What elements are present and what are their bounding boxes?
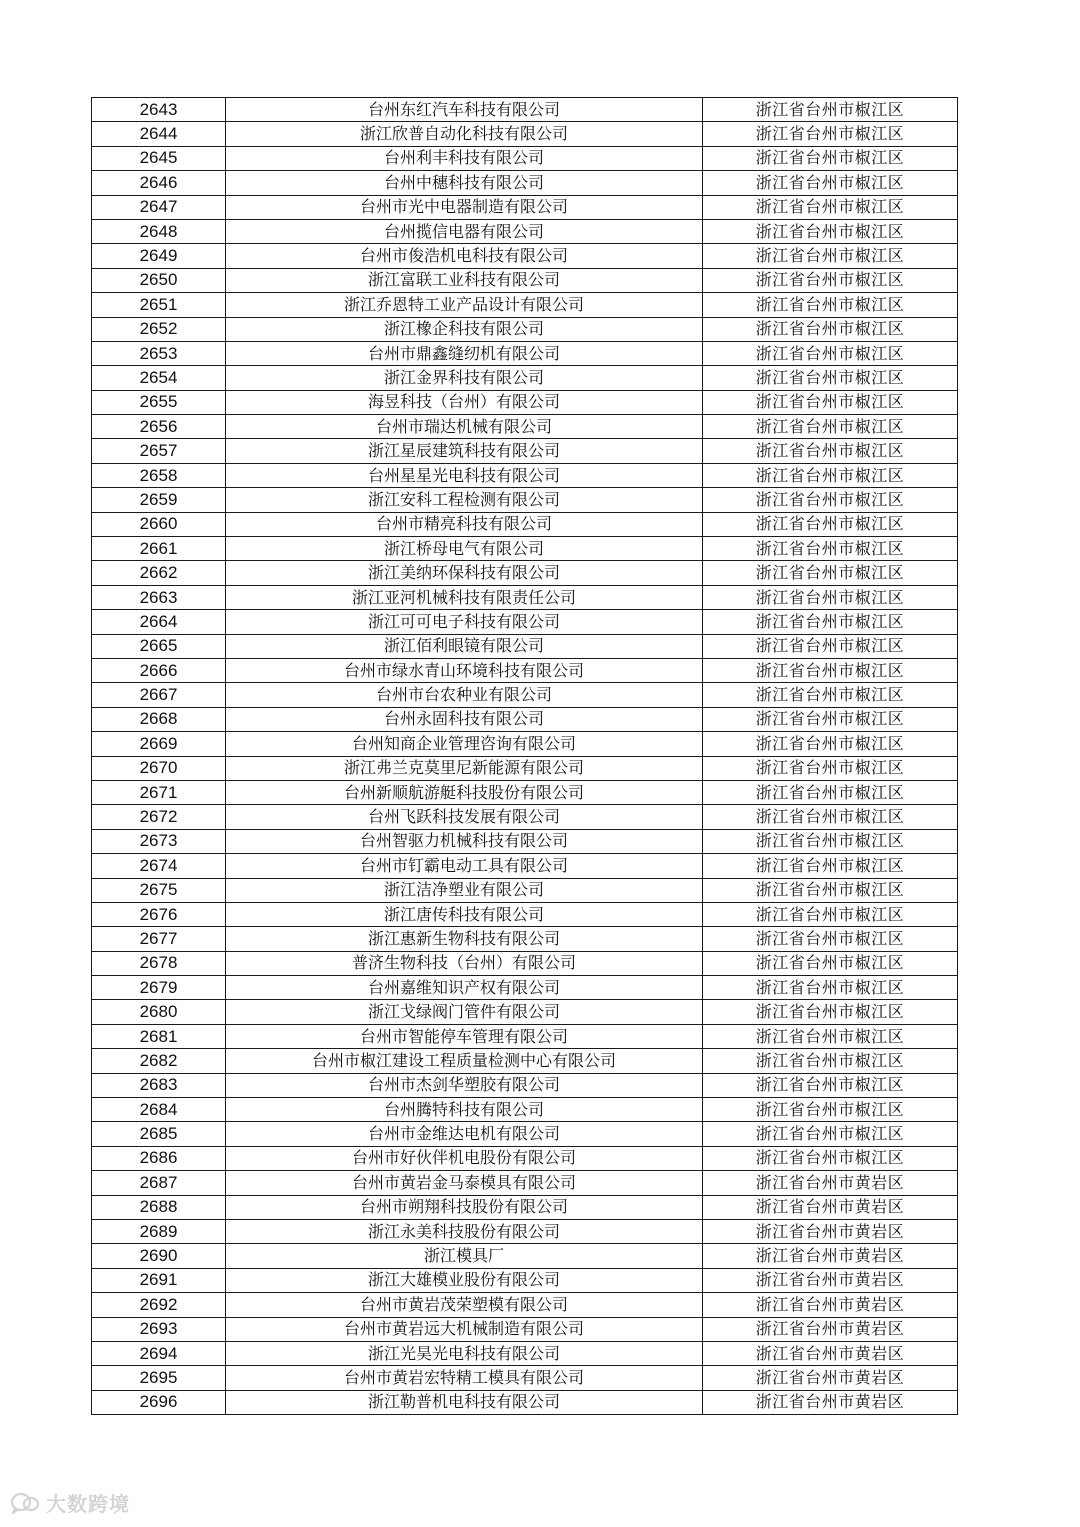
company-location: 浙江省台州市椒江区 <box>703 366 958 390</box>
company-name: 浙江星辰建筑科技有限公司 <box>226 439 703 463</box>
table-row <box>92 707 958 731</box>
table-row <box>92 293 958 317</box>
table-row <box>92 512 958 536</box>
company-location: 浙江省台州市椒江区 <box>703 415 958 439</box>
row-number: 2667 <box>92 683 226 707</box>
table-row <box>92 415 958 439</box>
company-name: 台州市好伙伴机电股份有限公司 <box>226 1146 703 1170</box>
company-location: 浙江省台州市椒江区 <box>703 390 958 414</box>
table-row <box>92 561 958 585</box>
company-location: 浙江省台州市椒江区 <box>703 537 958 561</box>
company-location: 浙江省台州市椒江区 <box>703 878 958 902</box>
table-row <box>92 658 958 682</box>
table-row <box>92 780 958 804</box>
company-name: 台州市台农种业有限公司 <box>226 683 703 707</box>
company-name: 台州东红汽车科技有限公司 <box>226 98 703 122</box>
row-number: 2690 <box>92 1244 226 1268</box>
company-location: 浙江省台州市椒江区 <box>703 1098 958 1122</box>
company-location: 浙江省台州市椒江区 <box>703 927 958 951</box>
table-row <box>92 98 958 122</box>
row-number: 2647 <box>92 195 226 219</box>
row-number: 2646 <box>92 171 226 195</box>
table-row <box>92 219 958 243</box>
company-name: 台州市金维达电机有限公司 <box>226 1122 703 1146</box>
company-location: 浙江省台州市椒江区 <box>703 756 958 780</box>
company-location: 浙江省台州市椒江区 <box>703 146 958 170</box>
table-row <box>92 902 958 926</box>
table-row <box>92 244 958 268</box>
company-name: 台州嘉维知识产权有限公司 <box>226 976 703 1000</box>
company-location: 浙江省台州市椒江区 <box>703 780 958 804</box>
company-name: 浙江富联工业科技有限公司 <box>226 268 703 292</box>
row-number: 2695 <box>92 1366 226 1390</box>
company-location: 浙江省台州市黄岩区 <box>703 1341 958 1365</box>
row-number: 2664 <box>92 610 226 634</box>
company-location: 浙江省台州市椒江区 <box>703 1122 958 1146</box>
company-name: 台州市光中电器制造有限公司 <box>226 195 703 219</box>
table-row <box>92 585 958 609</box>
company-name: 台州市智能停车管理有限公司 <box>226 1024 703 1048</box>
table-row <box>92 463 958 487</box>
table-row <box>92 683 958 707</box>
row-number: 2680 <box>92 1000 226 1024</box>
company-location: 浙江省台州市椒江区 <box>703 317 958 341</box>
table-row <box>92 1244 958 1268</box>
row-number: 2654 <box>92 366 226 390</box>
company-location: 浙江省台州市椒江区 <box>703 829 958 853</box>
company-location: 浙江省台州市椒江区 <box>703 1073 958 1097</box>
company-location: 浙江省台州市椒江区 <box>703 122 958 146</box>
row-number: 2677 <box>92 927 226 951</box>
company-location: 浙江省台州市椒江区 <box>703 1146 958 1170</box>
table-row <box>92 1146 958 1170</box>
row-number: 2644 <box>92 122 226 146</box>
table-row <box>92 1219 958 1243</box>
table-row <box>92 854 958 878</box>
watermark <box>10 1488 130 1517</box>
table-row <box>92 976 958 1000</box>
company-name: 浙江橡企科技有限公司 <box>226 317 703 341</box>
company-location: 浙江省台州市黄岩区 <box>703 1195 958 1219</box>
watermark-text: 大数跨境 <box>46 1492 130 1516</box>
company-name: 台州利丰科技有限公司 <box>226 146 703 170</box>
table-row <box>92 610 958 634</box>
row-number: 2669 <box>92 732 226 756</box>
row-number: 2692 <box>92 1293 226 1317</box>
company-location: 浙江省台州市椒江区 <box>703 683 958 707</box>
row-number: 2684 <box>92 1098 226 1122</box>
company-name: 浙江亚河机械科技有限责任公司 <box>226 585 703 609</box>
table-row <box>92 1049 958 1073</box>
company-location: 浙江省台州市椒江区 <box>703 658 958 682</box>
company-name: 浙江洁净塑业有限公司 <box>226 878 703 902</box>
table-row <box>92 366 958 390</box>
table-row <box>92 268 958 292</box>
company-name: 台州永固科技有限公司 <box>226 707 703 731</box>
company-name: 浙江光昊光电科技有限公司 <box>226 1341 703 1365</box>
company-name: 台州知商企业管理咨询有限公司 <box>226 732 703 756</box>
table-row <box>92 439 958 463</box>
row-number: 2691 <box>92 1268 226 1292</box>
company-location: 浙江省台州市椒江区 <box>703 244 958 268</box>
row-number: 2679 <box>92 976 226 1000</box>
row-number: 2696 <box>92 1390 226 1414</box>
company-name: 台州市精亮科技有限公司 <box>226 512 703 536</box>
company-name: 浙江佰利眼镜有限公司 <box>226 634 703 658</box>
company-location: 浙江省台州市黄岩区 <box>703 1317 958 1341</box>
row-number: 2660 <box>92 512 226 536</box>
company-name: 台州市黄岩茂荣塑模有限公司 <box>226 1293 703 1317</box>
company-name: 浙江弗兰克莫里尼新能源有限公司 <box>226 756 703 780</box>
company-name: 台州智驱力机械科技有限公司 <box>226 829 703 853</box>
company-location: 浙江省台州市黄岩区 <box>703 1219 958 1243</box>
row-number: 2674 <box>92 854 226 878</box>
row-number: 2659 <box>92 488 226 512</box>
company-location: 浙江省台州市椒江区 <box>703 1049 958 1073</box>
table-row <box>92 1390 958 1414</box>
row-number: 2689 <box>92 1219 226 1243</box>
company-name: 台州腾特科技有限公司 <box>226 1098 703 1122</box>
company-location: 浙江省台州市椒江区 <box>703 585 958 609</box>
company-name: 台州市黄岩宏特精工模具有限公司 <box>226 1366 703 1390</box>
row-number: 2655 <box>92 390 226 414</box>
row-number: 2685 <box>92 1122 226 1146</box>
company-location: 浙江省台州市椒江区 <box>703 707 958 731</box>
table-row <box>92 634 958 658</box>
company-location: 浙江省台州市黄岩区 <box>703 1366 958 1390</box>
table-row <box>92 341 958 365</box>
company-name: 浙江永美科技股份有限公司 <box>226 1219 703 1243</box>
row-number: 2643 <box>92 98 226 122</box>
table-row <box>92 146 958 170</box>
company-location: 浙江省台州市椒江区 <box>703 976 958 1000</box>
table-row <box>92 1122 958 1146</box>
company-name: 浙江金界科技有限公司 <box>226 366 703 390</box>
table-row <box>92 1000 958 1024</box>
company-name: 浙江乔恩特工业产品设计有限公司 <box>226 293 703 317</box>
company-location: 浙江省台州市椒江区 <box>703 195 958 219</box>
row-number: 2676 <box>92 902 226 926</box>
row-number: 2678 <box>92 951 226 975</box>
company-name: 台州揽信电器有限公司 <box>226 219 703 243</box>
company-location: 浙江省台州市椒江区 <box>703 219 958 243</box>
company-name: 台州市鼎鑫缝纫机有限公司 <box>226 341 703 365</box>
row-number: 2688 <box>92 1195 226 1219</box>
table-row <box>92 829 958 853</box>
row-number: 2683 <box>92 1073 226 1097</box>
table-row <box>92 1073 958 1097</box>
table-row <box>92 317 958 341</box>
table-row <box>92 1098 958 1122</box>
company-location: 浙江省台州市椒江区 <box>703 488 958 512</box>
company-location: 浙江省台州市黄岩区 <box>703 1293 958 1317</box>
company-name: 浙江大雄模业股份有限公司 <box>226 1268 703 1292</box>
table-row <box>92 951 958 975</box>
company-location: 浙江省台州市椒江区 <box>703 634 958 658</box>
table-row <box>92 1341 958 1365</box>
row-number: 2665 <box>92 634 226 658</box>
table-row <box>92 927 958 951</box>
row-number: 2686 <box>92 1146 226 1170</box>
company-location: 浙江省台州市黄岩区 <box>703 1244 958 1268</box>
company-name: 台州市瑞达机械有限公司 <box>226 415 703 439</box>
table-row <box>92 171 958 195</box>
company-location: 浙江省台州市黄岩区 <box>703 1390 958 1414</box>
row-number: 2656 <box>92 415 226 439</box>
table-row <box>92 756 958 780</box>
row-number: 2661 <box>92 537 226 561</box>
row-number: 2687 <box>92 1171 226 1195</box>
row-number: 2653 <box>92 341 226 365</box>
company-location: 浙江省台州市椒江区 <box>703 732 958 756</box>
company-location: 浙江省台州市椒江区 <box>703 1000 958 1024</box>
table-row <box>92 488 958 512</box>
table-row <box>92 195 958 219</box>
row-number: 2662 <box>92 561 226 585</box>
table-row <box>92 537 958 561</box>
row-number: 2693 <box>92 1317 226 1341</box>
row-number: 2668 <box>92 707 226 731</box>
company-name: 台州新顺航游艇科技股份有限公司 <box>226 780 703 804</box>
company-location: 浙江省台州市椒江区 <box>703 951 958 975</box>
company-location: 浙江省台州市椒江区 <box>703 610 958 634</box>
company-location: 浙江省台州市椒江区 <box>703 854 958 878</box>
company-name: 台州市朔翔科技股份有限公司 <box>226 1195 703 1219</box>
company-name: 浙江可可电子科技有限公司 <box>226 610 703 634</box>
company-location: 浙江省台州市椒江区 <box>703 561 958 585</box>
document-page <box>91 97 957 1415</box>
table-row <box>92 390 958 414</box>
company-name: 浙江唐传科技有限公司 <box>226 902 703 926</box>
company-name: 海昱科技（台州）有限公司 <box>226 390 703 414</box>
table-row <box>92 1366 958 1390</box>
company-name: 浙江戈绿阀门管件有限公司 <box>226 1000 703 1024</box>
company-name: 浙江模具厂 <box>226 1244 703 1268</box>
row-number: 2672 <box>92 805 226 829</box>
row-number: 2651 <box>92 293 226 317</box>
company-location: 浙江省台州市椒江区 <box>703 805 958 829</box>
company-name: 台州市钉霸电动工具有限公司 <box>226 854 703 878</box>
company-location: 浙江省台州市椒江区 <box>703 341 958 365</box>
row-number: 2663 <box>92 585 226 609</box>
company-name: 台州市椒江建设工程质量检测中心有限公司 <box>226 1049 703 1073</box>
company-location: 浙江省台州市椒江区 <box>703 902 958 926</box>
row-number: 2657 <box>92 439 226 463</box>
company-location: 浙江省台州市椒江区 <box>703 171 958 195</box>
company-location: 浙江省台州市椒江区 <box>703 439 958 463</box>
row-number: 2649 <box>92 244 226 268</box>
table-row <box>92 732 958 756</box>
row-number: 2670 <box>92 756 226 780</box>
company-location: 浙江省台州市椒江区 <box>703 268 958 292</box>
company-name: 台州中穗科技有限公司 <box>226 171 703 195</box>
company-name: 台州市俊浩机电科技有限公司 <box>226 244 703 268</box>
company-location: 浙江省台州市椒江区 <box>703 512 958 536</box>
row-number: 2652 <box>92 317 226 341</box>
row-number: 2645 <box>92 146 226 170</box>
company-name: 台州市绿水青山环境科技有限公司 <box>226 658 703 682</box>
company-name: 浙江欣普自动化科技有限公司 <box>226 122 703 146</box>
company-name: 浙江桥母电气有限公司 <box>226 537 703 561</box>
table-row <box>92 1317 958 1341</box>
company-name: 浙江安科工程检测有限公司 <box>226 488 703 512</box>
company-table <box>91 97 958 1415</box>
company-name: 普济生物科技（台州）有限公司 <box>226 951 703 975</box>
company-location: 浙江省台州市椒江区 <box>703 293 958 317</box>
company-name: 台州市杰剑华塑胶有限公司 <box>226 1073 703 1097</box>
company-name: 浙江勒普机电科技有限公司 <box>226 1390 703 1414</box>
row-number: 2681 <box>92 1024 226 1048</box>
row-number: 2675 <box>92 878 226 902</box>
row-number: 2648 <box>92 219 226 243</box>
table-row <box>92 122 958 146</box>
table-body <box>92 98 958 1415</box>
row-number: 2666 <box>92 658 226 682</box>
row-number: 2650 <box>92 268 226 292</box>
table-row <box>92 1024 958 1048</box>
company-location: 浙江省台州市椒江区 <box>703 98 958 122</box>
row-number: 2658 <box>92 463 226 487</box>
table-row <box>92 805 958 829</box>
company-location: 浙江省台州市黄岩区 <box>703 1268 958 1292</box>
company-name: 台州市黄岩远大机械制造有限公司 <box>226 1317 703 1341</box>
row-number: 2671 <box>92 780 226 804</box>
company-name: 浙江惠新生物科技有限公司 <box>226 927 703 951</box>
table-row <box>92 1293 958 1317</box>
company-location: 浙江省台州市黄岩区 <box>703 1171 958 1195</box>
table-row <box>92 1195 958 1219</box>
row-number: 2673 <box>92 829 226 853</box>
row-number: 2682 <box>92 1049 226 1073</box>
company-name: 台州星星光电科技有限公司 <box>226 463 703 487</box>
row-number: 2694 <box>92 1341 226 1365</box>
table-row <box>92 878 958 902</box>
company-location: 浙江省台州市椒江区 <box>703 1024 958 1048</box>
company-name: 台州市黄岩金马泰模具有限公司 <box>226 1171 703 1195</box>
company-location: 浙江省台州市椒江区 <box>703 463 958 487</box>
chat-bubble-logo-icon <box>10 1492 40 1514</box>
table-row <box>92 1171 958 1195</box>
company-name: 浙江美纳环保科技有限公司 <box>226 561 703 585</box>
company-name: 台州飞跃科技发展有限公司 <box>226 805 703 829</box>
table-row <box>92 1268 958 1292</box>
